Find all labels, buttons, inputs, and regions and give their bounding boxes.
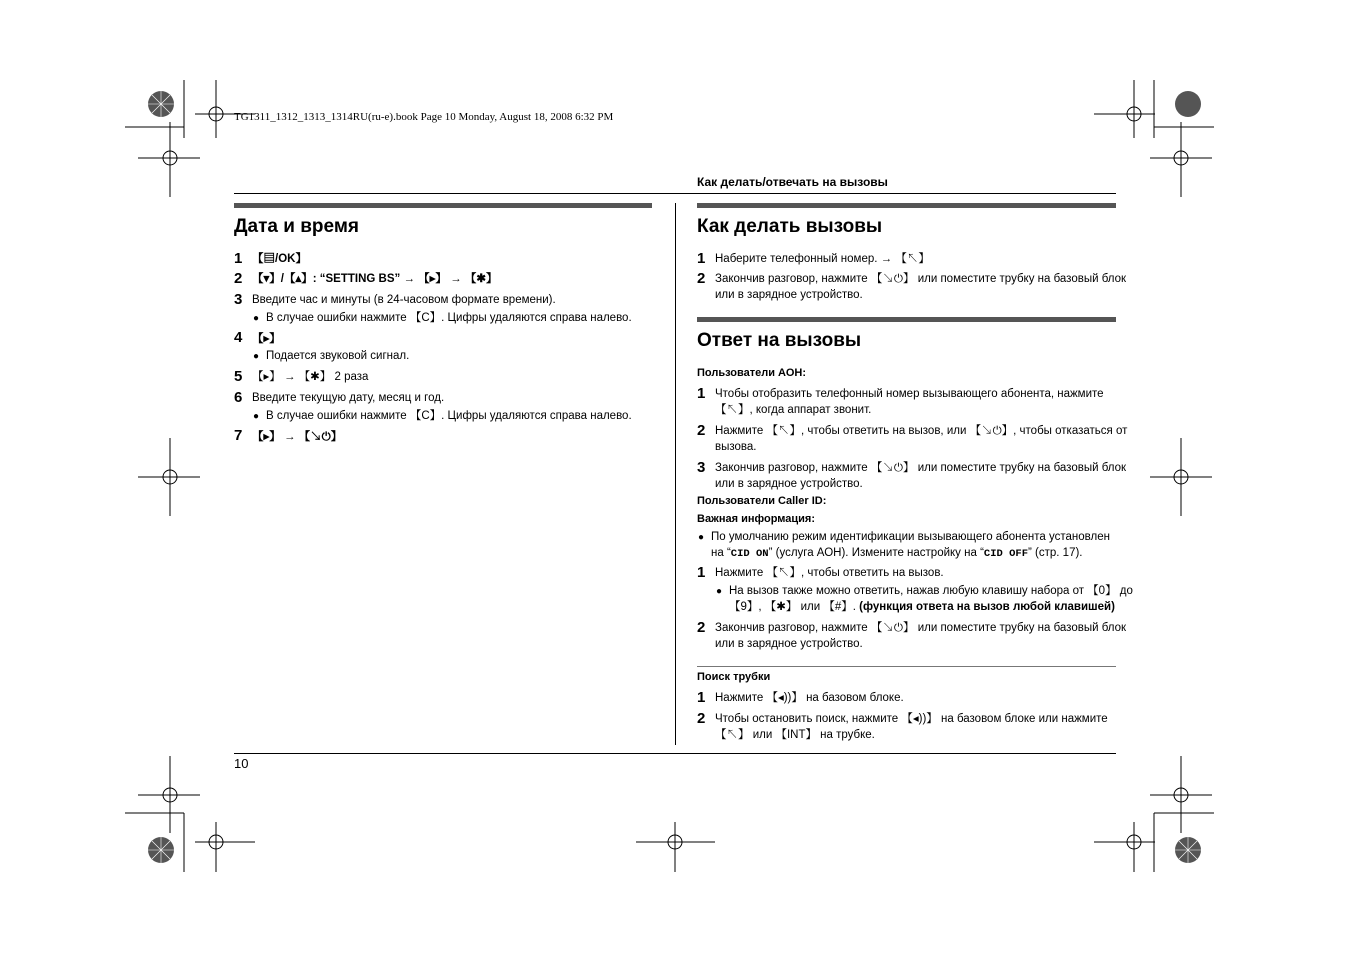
step-text: Наберите телефонный номер. → 【↖】	[715, 253, 930, 265]
section-bar	[234, 203, 652, 208]
step-text-cont: 【↖】 или 【INT】 на трубке.	[715, 729, 875, 741]
subheading-aon: Пользователи АОН:	[697, 367, 807, 379]
step-number: 1	[234, 250, 243, 267]
page-number: 10	[234, 756, 249, 771]
important-text: По умолчанию режим идентификации вызывающего абонента установлен	[711, 531, 1110, 543]
column-divider	[675, 203, 676, 745]
step-text-cont: или в зарядное устройство.	[715, 289, 863, 301]
bullet-icon: ●	[253, 411, 260, 422]
setting-cid-off: CID OFF	[983, 548, 1029, 560]
step-note: В случае ошибки нажмите 【C】. Цифры удаляются справа налево.	[266, 312, 632, 324]
step-text: Закончив разговор, нажмите 【↘⏻】 или поместите трубку на базовый блок	[715, 273, 1127, 285]
section-title-answering-calls: Ответ на вызовы	[697, 330, 862, 351]
step-text: Нажмите 【↖】, чтобы ответить на вызов, или 【↘⏻】, чтобы отказаться от	[715, 425, 1128, 437]
step-note: На вызов также можно ответить, нажав любую клавишу набора от 【0】 до	[729, 585, 1133, 597]
step-text: 【▤/OK】	[252, 253, 307, 265]
file-info-line: TG1311_1312_1313_1314RU(ru-e).book Page 10 Monday, August 18, 2008 6:32 PM	[234, 111, 614, 123]
step-number: 2	[234, 270, 243, 287]
text-fragment: ” (стр. 17).	[1028, 547, 1083, 559]
step-text: 【▸】 → 【↘⏻】	[252, 431, 343, 443]
any-key-answer-note: (функция ответа на вызов любой клавишей)	[859, 601, 1115, 613]
step-note: Подается звуковой сигнал.	[266, 350, 410, 362]
step-number: 1	[697, 689, 706, 706]
text-fragment: на “	[711, 547, 731, 559]
step-note-cont	[729, 599, 1115, 615]
step-number: 3	[697, 459, 706, 476]
step-number: 2	[697, 422, 706, 439]
text-fragment: ” (услуга АОН). Измените настройку на “	[768, 547, 984, 559]
setting-cid-on: CID ON	[730, 548, 769, 560]
step-text-cont: или в зарядное устройство.	[715, 638, 863, 650]
step-text-cont: или в зарядное устройство.	[715, 478, 863, 490]
step-text: Чтобы остановить поиск, нажмите 【◂))】 на базовом блоке или нажмите	[715, 713, 1108, 725]
section-title-making-calls: Как делать вызовы	[697, 216, 883, 237]
running-head: Как делать/отвечать на вызовы	[697, 175, 888, 189]
text-fragment: 【9】, 【✱】 или 【#】.	[729, 601, 860, 613]
bullet-icon: ●	[253, 351, 260, 362]
step-number: 1	[697, 250, 706, 267]
subheading-find-handset: Поиск трубки	[697, 671, 771, 683]
section-title-date-time: Дата и время	[234, 216, 359, 237]
step-number: 2	[697, 270, 706, 287]
step-text: Закончив разговор, нажмите 【↘⏻】 или поместите трубку на базовый блок	[715, 462, 1127, 474]
bullet-icon: ●	[253, 313, 260, 324]
step-text: Введите час и минуты (в 24-часовом формате времени).	[252, 294, 556, 306]
section-bar	[697, 203, 1116, 208]
subsection-rule	[697, 666, 1116, 667]
step-text: 【▸】 → 【✱】 2 раза	[252, 371, 369, 383]
step-number: 4	[234, 329, 243, 346]
header-rule	[234, 193, 1116, 194]
step-number: 2	[697, 619, 706, 636]
step-number: 6	[234, 389, 243, 406]
step-text: Введите текущую дату, месяц и год.	[252, 392, 445, 404]
step-number: 1	[697, 564, 706, 581]
step-number: 2	[697, 710, 706, 727]
step-number: 7	[234, 427, 243, 444]
step-text: Чтобы отобразить телефонный номер вызывающего абонента, нажмите	[715, 388, 1104, 400]
step-text: Нажмите 【↖】, чтобы ответить на вызов.	[715, 567, 944, 579]
step-text-cont: 【↖】, когда аппарат звонит.	[715, 404, 872, 416]
footer-rule	[234, 753, 1116, 754]
important-text-cont	[711, 545, 1083, 562]
step-text: 【▸】	[252, 333, 281, 345]
step-text: Закончив разговор, нажмите 【↘⏻】 или поместите трубку на базовый блок	[715, 622, 1127, 634]
subheading-caller-id: Пользователи Caller ID:	[697, 495, 827, 507]
step-number: 1	[697, 385, 706, 402]
bullet-icon: ●	[698, 532, 705, 543]
subheading-important: Важная информация:	[697, 513, 815, 525]
step-text: 【▾】/【▴】: “SETTING BS” → 【▸】 → 【✱】	[252, 273, 498, 285]
bullet-icon: ●	[716, 586, 723, 597]
step-number: 5	[234, 368, 243, 385]
step-note: В случае ошибки нажмите 【C】. Цифры удаляются справа налево.	[266, 410, 632, 422]
step-text: Нажмите 【◂))】 на базовом блоке.	[715, 692, 904, 704]
section-bar	[697, 317, 1116, 322]
step-text-cont: вызова.	[715, 441, 757, 453]
step-number: 3	[234, 291, 243, 308]
